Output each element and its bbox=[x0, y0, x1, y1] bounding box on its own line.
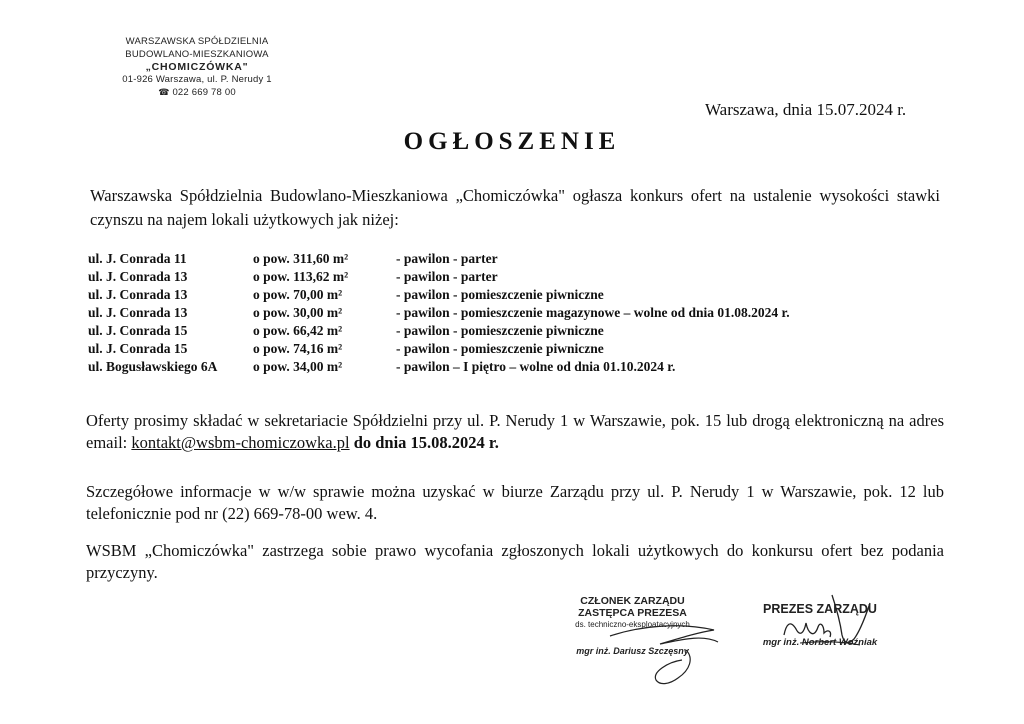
signature-role: CZŁONEK ZARZĄDU bbox=[580, 595, 685, 607]
locale-description: - pawilon - pomieszczenie piwniczne bbox=[396, 323, 604, 338]
offers-paragraph bbox=[86, 410, 944, 454]
locale-description: - pawilon - pomieszczenie piwniczne bbox=[396, 341, 604, 356]
locale-description: - pawilon – I piętro – wolne od dnia 01.10.2024 r. bbox=[396, 359, 676, 374]
locale-area: o pow. 74,16 m² bbox=[253, 341, 343, 356]
locale-area: o pow. 113,62 m² bbox=[253, 269, 349, 284]
locale-address: ul. Bogusławskiego 6A bbox=[88, 359, 218, 374]
locale-address: ul. J. Conrada 13 bbox=[88, 287, 188, 302]
email-link[interactable]: kontakt@wsbm-chomiczowka.pl bbox=[131, 433, 350, 452]
locale-description: - pawilon - pomieszczenie piwniczne bbox=[396, 287, 604, 302]
signature-role: PREZES ZARZĄDU bbox=[763, 602, 877, 616]
locale-description: - pawilon - parter bbox=[396, 251, 498, 266]
document-title bbox=[0, 128, 1024, 156]
stamp-line-1: WARSZAWSKA SPÓŁDZIELNIA bbox=[125, 36, 269, 47]
document-title-text: OGŁOSZENIE bbox=[403, 128, 621, 155]
locale-address: ul. J. Conrada 13 bbox=[88, 269, 188, 284]
signature-role: ZASTĘPCA PREZESA bbox=[578, 607, 687, 619]
details-paragraph: Szczegółowe informacje w w/w sprawie można uzyskać w biurze Zarządu przy ul. P. Nerudy 1 w Warszawie, pok. 12 lub telefonicznie pod nr (22) 669-78-00 wew. 4. bbox=[86, 482, 944, 523]
intro-paragraph: Warszawska Spółdzielnia Budowlano-Mieszkaniowa „Chomiczówka" ogłasza konkurs ofert na ustalenie wysokości stawki czynszu na najem lokali użytkowych jak niżej: bbox=[90, 186, 940, 229]
signature-role-detail: ds. techniczno-eksploatacyjnych bbox=[575, 620, 690, 629]
document-date: Warszawa, dnia 15.07.2024 r. bbox=[705, 100, 907, 119]
offers-deadline: do dnia 15.08.2024 r. bbox=[349, 433, 499, 452]
reservation-paragraph: WSBM „Chomiczówka" zastrzega sobie prawo wycofania zgłoszonych lokali użytkowych do konkursu ofert bez podania przyczyny. bbox=[86, 541, 944, 582]
handwritten-signature-left bbox=[590, 612, 730, 692]
locale-area: o pow. 30,00 m² bbox=[253, 305, 343, 320]
locale-description: - pawilon - parter bbox=[396, 269, 498, 284]
locale-area: o pow. 70,00 m² bbox=[253, 287, 343, 302]
organization-stamp bbox=[112, 36, 282, 100]
stamp-phone: 022 669 78 00 bbox=[172, 87, 236, 98]
locale-address: ul. J. Conrada 15 bbox=[88, 341, 188, 356]
stamp-phone-row bbox=[112, 86, 282, 100]
telephone-icon: ☎ bbox=[158, 87, 170, 97]
stamp-line-3: „CHOMICZÓWKA" bbox=[145, 61, 249, 73]
locale-address: ul. J. Conrada 11 bbox=[88, 251, 187, 266]
offers-text: Oferty prosimy składać w sekretariacie Spółdzielni przy ul. P. Nerudy 1 w Warszawie, pok. 15 lub drogą elektroniczną na adres email: bbox=[86, 411, 944, 452]
signature-name: mgr inż. Dariusz Szczęsny bbox=[576, 646, 689, 656]
locale-description: - pawilon - pomieszczenie magazynowe – wolne od dnia 01.08.2024 r. bbox=[396, 305, 790, 320]
stamp-address: 01-926 Warszawa, ul. P. Nerudy 1 bbox=[122, 73, 272, 85]
locale-area: o pow. 311,60 m² bbox=[253, 251, 349, 266]
signature-name: mgr inż. Norbert Woźniak bbox=[762, 637, 878, 648]
stamp-line-2: BUDOWLANO-MIESZKANIOWA bbox=[125, 48, 269, 60]
locale-area: o pow. 34,00 m² bbox=[253, 359, 343, 374]
locale-address: ul. J. Conrada 15 bbox=[88, 323, 188, 338]
handwritten-signature-right bbox=[770, 585, 880, 665]
locale-address: ul. J. Conrada 13 bbox=[88, 305, 188, 320]
locale-area: o pow. 66,42 m² bbox=[253, 323, 343, 338]
